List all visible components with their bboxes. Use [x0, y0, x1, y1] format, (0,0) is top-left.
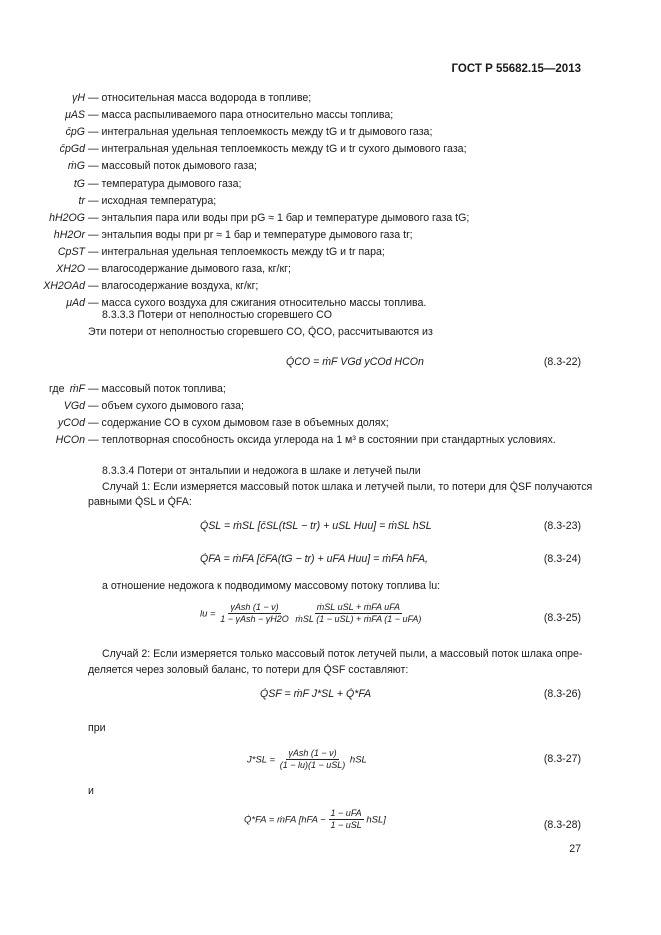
symbol-term: tG — [73, 177, 85, 190]
symbol-term: c̄pGd — [59, 143, 85, 156]
formula-number-22: (8.3-22) — [543, 356, 581, 368]
eq27-fraction — [278, 748, 348, 772]
symbol-description — [88, 280, 258, 293]
symbol-term: γH — [72, 92, 85, 104]
eq28-rhs: hSL] — [366, 814, 386, 826]
symbol-description-text: относительная масса водорода в топливе; — [101, 92, 312, 104]
definition-description — [88, 434, 556, 447]
symbol-description-text: массовый поток дымового газа; — [101, 160, 257, 173]
symbol-description-text: влагосодержание дымового газа, кг/кг; — [101, 263, 291, 275]
section-8333-heading: 8.3.3.3 Потери от неполностью сгоревшего CO — [102, 309, 333, 321]
formula-number-25: (8.3-25) — [543, 612, 581, 624]
formula-number-28: (8.3-28) — [543, 819, 581, 831]
symbol-description-text: энтальпия воды при pr ≈ 1 бар и температуре дымового газа tr; — [101, 228, 413, 241]
symbol-term: μAS — [65, 109, 85, 122]
symbol-description — [88, 195, 216, 208]
em-dash: — — [88, 109, 102, 122]
symbol-description — [88, 246, 385, 259]
pri-label: при — [88, 722, 106, 734]
formula-number-27: (8.3-27) — [543, 753, 581, 765]
symbol-description-text: интегральная удельная теплоемкость между tG и tr пара; — [101, 245, 385, 258]
formula-8-3-27 — [247, 748, 367, 772]
em-dash: — — [88, 92, 102, 104]
em-dash: — — [88, 417, 102, 429]
symbol-description-text: влагосодержание воздуха, кг/кг; — [101, 280, 259, 293]
em-dash: — — [88, 194, 102, 207]
definition-description-text: теплотворная способность оксида углерода на 1 м³ в состоянии при стандартных условиях. — [101, 434, 556, 446]
definition-term: VGd — [63, 400, 85, 412]
eq27-rhs: hSL — [349, 754, 367, 766]
case1-line2: равными Q̇SL и Q̇FA: — [88, 496, 192, 508]
eq28-num: 1 − uFA — [329, 808, 364, 820]
eq25-f2-num: ṁSL uSL + ṁFA uFA — [315, 602, 402, 614]
em-dash: — — [88, 211, 102, 224]
symbol-term: μAd — [66, 297, 85, 310]
definition-description — [88, 417, 389, 430]
and-label: и — [88, 785, 94, 797]
document-header: ГОСТ Р 55682.15—2013 — [451, 63, 581, 75]
symbol-term: tr — [78, 194, 85, 207]
em-dash: — — [88, 434, 102, 446]
symbol-term: XH2OAd — [43, 280, 85, 293]
formula-8-3-28 — [244, 808, 386, 832]
formula-8-3-26: Q̇SF = ṁF J*SL + Q̇*FA — [260, 688, 372, 700]
symbol-description — [88, 160, 257, 173]
definition-term: yCOd — [57, 417, 85, 429]
em-dash: — — [88, 400, 102, 412]
definition-term: HCOn — [55, 434, 85, 446]
symbol-description-text: температура дымового газа; — [101, 177, 242, 190]
symbol-description-text: интегральная удельная теплоемкость между tG и tr дымового газа; — [101, 126, 433, 139]
em-dash: — — [88, 143, 102, 156]
em-dash: — — [88, 383, 102, 395]
formula-8-3-25 — [200, 602, 423, 626]
symbol-description — [88, 143, 467, 156]
symbol-term: hH2Or — [53, 228, 85, 241]
eq27-den: (1 − lu)(1 − uSL) — [279, 760, 346, 771]
formula-8-3-24: Q̇FA = ṁFA [c̄FA(tG − tr) + uFA Huu] = ṁFA hFA, — [200, 553, 428, 565]
eq27-num: γAsh (1 − ν) — [286, 748, 338, 760]
symbol-description-text: интегральная удельная теплоемкость между tG и tr сухого дымового газа; — [101, 143, 467, 156]
symbol-description — [88, 126, 432, 139]
em-dash: — — [88, 263, 102, 275]
where-label: где — [49, 383, 65, 395]
symbol-description-text: масса сухого воздуха для сжигания относительно массы топлива. — [101, 297, 427, 310]
section-8333-text: Эти потери от неполностью сгоревшего CO, Q̇CO, рассчитываются из — [88, 326, 433, 338]
em-dash: — — [88, 280, 102, 293]
ratio-text: а отношение недожога к подводимому массовому потоку топлива lu: — [102, 580, 441, 592]
case1-line1: Случай 1: Если измеряется массовый поток шлака и летучей пыли, то потери для Q̇SF получаются — [102, 481, 593, 493]
symbol-description — [88, 92, 311, 105]
definition-description-text: массовый поток топлива; — [101, 383, 226, 395]
eq25-fraction-2 — [293, 602, 423, 626]
symbol-description — [88, 212, 469, 225]
eq25-f2-den: ṁSL (1 − uSL) + ṁFA (1 − uFA) — [295, 614, 422, 625]
symbol-term: ṁG — [67, 160, 85, 173]
em-dash: — — [88, 297, 102, 310]
definition-description-text: объем сухого дымового газа; — [101, 400, 244, 412]
em-dash: — — [88, 160, 102, 173]
eq28-den: 1 − uSL — [330, 820, 362, 831]
page-number: 27 — [569, 843, 581, 855]
symbol-description-text: масса распыливаемого пара относительно массы топлива; — [101, 109, 394, 122]
symbol-term: c̄pG — [65, 126, 85, 139]
symbol-description-text: энтальпия пара или воды при pG ≈ 1 бар и температуре дымового газа tG; — [101, 211, 470, 224]
symbol-description — [88, 229, 413, 242]
formula-8-3-23: Q̇SL = ṁSL [c̄SL(tSL − tr) + uSL Huu] = ṁSL hSL — [200, 520, 432, 532]
eq25-lhs: lu = — [200, 608, 216, 620]
symbol-description — [88, 109, 393, 122]
definition-description-text: содержание CO в сухом дымовом газе в объемных долях; — [101, 417, 389, 429]
symbol-term: XH2O — [56, 263, 85, 275]
em-dash: — — [88, 177, 102, 190]
symbol-description — [88, 263, 291, 276]
symbol-description-text: исходная температура; — [101, 194, 217, 207]
formula-number-26: (8.3-26) — [543, 688, 581, 700]
definition-term: ṁF — [69, 383, 85, 395]
symbol-description — [88, 178, 241, 191]
case2-line1: Случай 2: Если измеряется только массовый поток летучей пыли, а массовый поток шлака опре- — [102, 648, 583, 660]
formula-number-24: (8.3-24) — [543, 553, 581, 565]
section-8334-heading: 8.3.3.4 Потери от энтальпии и недожога в шлаке и летучей пыли — [102, 465, 421, 477]
definition-description — [88, 400, 244, 413]
symbol-term: CpST — [57, 245, 85, 258]
eq25-fraction-1 — [218, 602, 291, 626]
em-dash: — — [88, 126, 102, 139]
em-dash: — — [88, 245, 102, 258]
eq25-f1-den: 1 − γAsh − γH2O — [220, 614, 289, 625]
formula-8-3-22: Q̇CO = ṁF VGd yCOd HCOn — [286, 356, 424, 368]
symbol-term: hH2OG — [49, 211, 85, 224]
eq27-lhs: J*SL = — [247, 754, 276, 766]
definition-description — [88, 383, 226, 396]
case2-line2: деляется через золовый баланс, то потери для Q̇SF составляют: — [88, 664, 409, 676]
eq25-f1-num: γAsh (1 − ν) — [228, 602, 280, 614]
eq28-fraction — [328, 808, 363, 832]
em-dash: — — [88, 228, 102, 241]
eq28-lhs: Q̇*FA = ṁFA [hFA − — [244, 814, 326, 826]
formula-number-23: (8.3-23) — [543, 520, 581, 532]
